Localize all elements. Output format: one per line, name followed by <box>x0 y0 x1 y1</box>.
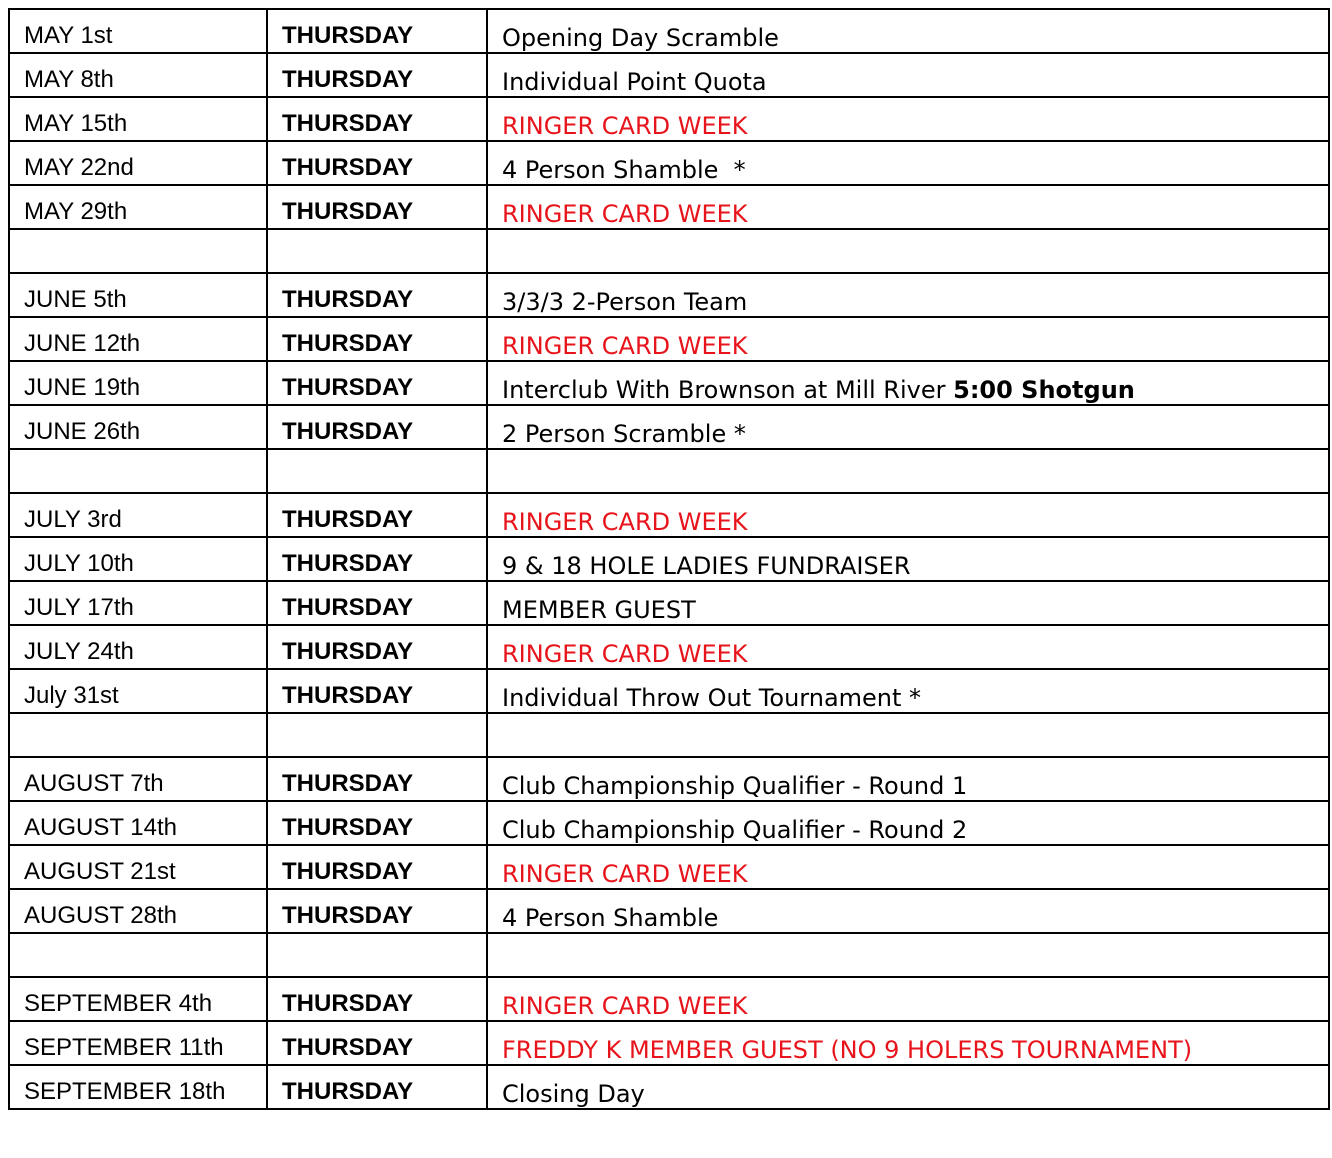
day-cell <box>267 977 487 1021</box>
day-label: THURSDAY <box>282 22 414 49</box>
event-cell <box>487 845 1329 889</box>
day-label: THURSDAY <box>282 1078 414 1105</box>
event-cell <box>487 581 1329 625</box>
date-label: MAY 22nd <box>24 154 134 181</box>
day-label: THURSDAY <box>282 418 414 445</box>
day-label: THURSDAY <box>282 110 414 137</box>
empty-cell <box>9 933 267 977</box>
day-label: THURSDAY <box>282 990 414 1017</box>
day-label: THURSDAY <box>282 330 414 357</box>
table-row <box>9 977 1329 1021</box>
event-label: MEMBER GUEST <box>502 596 696 624</box>
event-label: RINGER CARD WEEK <box>502 992 748 1020</box>
table-row <box>9 185 1329 229</box>
date-cell <box>9 757 267 801</box>
event-label: 4 Person Shamble * <box>502 156 746 184</box>
date-label: MAY 8th <box>24 66 114 93</box>
day-cell <box>267 185 487 229</box>
date-cell <box>9 405 267 449</box>
day-cell <box>267 53 487 97</box>
day-cell <box>267 97 487 141</box>
event-cell <box>487 1021 1329 1065</box>
date-label: SEPTEMBER 11th <box>24 1034 224 1061</box>
date-label: AUGUST 21st <box>24 858 176 885</box>
event-cell <box>487 757 1329 801</box>
date-cell <box>9 493 267 537</box>
day-label: THURSDAY <box>282 858 414 885</box>
day-cell <box>267 757 487 801</box>
date-cell <box>9 9 267 53</box>
event-label: RINGER CARD WEEK <box>502 200 748 228</box>
event-cell <box>487 493 1329 537</box>
day-cell <box>267 537 487 581</box>
event-label: 3/3/3 2-Person Team <box>502 288 748 316</box>
event-cell <box>487 361 1329 405</box>
date-cell <box>9 185 267 229</box>
event-label: 9 & 18 HOLE LADIES FUNDRAISER <box>502 552 911 580</box>
day-label: THURSDAY <box>282 770 414 797</box>
day-label: THURSDAY <box>282 66 414 93</box>
table-row <box>9 405 1329 449</box>
table-row <box>9 537 1329 581</box>
event-cell <box>487 625 1329 669</box>
event-cell <box>487 273 1329 317</box>
event-label: Individual Throw Out Tournament * <box>502 684 922 712</box>
event-label: Individual Point Quota <box>502 68 767 96</box>
table-row <box>9 493 1329 537</box>
event-cell <box>487 1065 1329 1109</box>
date-cell <box>9 581 267 625</box>
date-label: JULY 24th <box>24 638 134 665</box>
schedule-table <box>8 8 1330 1110</box>
day-label: THURSDAY <box>282 198 414 225</box>
date-label: AUGUST 7th <box>24 770 164 797</box>
event-label: RINGER CARD WEEK <box>502 332 748 360</box>
day-cell <box>267 1021 487 1065</box>
date-cell <box>9 141 267 185</box>
empty-cell <box>487 449 1329 493</box>
event-time-label: 5:00 Shotgun <box>953 376 1135 404</box>
table-row <box>9 625 1329 669</box>
table-row <box>9 361 1329 405</box>
date-label: July 31st <box>24 682 119 709</box>
empty-cell <box>9 449 267 493</box>
event-cell <box>487 185 1329 229</box>
event-label: Opening Day Scramble <box>502 24 779 52</box>
date-cell <box>9 1065 267 1109</box>
table-row <box>9 273 1329 317</box>
day-cell <box>267 141 487 185</box>
day-label: THURSDAY <box>282 638 414 665</box>
day-cell <box>267 317 487 361</box>
day-label: THURSDAY <box>282 594 414 621</box>
table-row <box>9 845 1329 889</box>
date-cell <box>9 1021 267 1065</box>
date-cell <box>9 977 267 1021</box>
day-label: THURSDAY <box>282 506 414 533</box>
day-label: THURSDAY <box>282 374 414 401</box>
table-row <box>9 801 1329 845</box>
day-cell <box>267 1065 487 1109</box>
event-cell <box>487 141 1329 185</box>
empty-cell <box>487 713 1329 757</box>
day-label: THURSDAY <box>282 550 414 577</box>
date-label: MAY 29th <box>24 198 128 225</box>
date-cell <box>9 97 267 141</box>
event-cell <box>487 405 1329 449</box>
empty-cell <box>487 933 1329 977</box>
event-cell <box>487 97 1329 141</box>
table-row <box>9 141 1329 185</box>
day-cell <box>267 845 487 889</box>
event-label: Interclub With Brownson at Mill River <box>502 376 954 404</box>
event-cell <box>487 317 1329 361</box>
day-cell <box>267 625 487 669</box>
event-cell <box>487 53 1329 97</box>
date-label: JUNE 5th <box>24 286 127 313</box>
spacer-row <box>9 449 1329 493</box>
date-cell <box>9 669 267 713</box>
event-label: Club Championship Qualifier - Round 2 <box>502 816 968 844</box>
event-label: RINGER CARD WEEK <box>502 508 748 536</box>
event-label: 4 Person Shamble <box>502 904 719 932</box>
event-cell <box>487 669 1329 713</box>
table-row <box>9 97 1329 141</box>
event-label: 2 Person Scramble * <box>502 420 746 448</box>
day-cell <box>267 889 487 933</box>
table-row <box>9 669 1329 713</box>
event-cell <box>487 889 1329 933</box>
date-label: SEPTEMBER 18th <box>24 1078 226 1105</box>
spacer-row <box>9 713 1329 757</box>
day-label: THURSDAY <box>282 286 414 313</box>
day-cell <box>267 581 487 625</box>
date-label: AUGUST 14th <box>24 814 177 841</box>
date-label: AUGUST 28th <box>24 902 177 929</box>
date-label: MAY 15th <box>24 110 128 137</box>
day-label: THURSDAY <box>282 902 414 929</box>
table-row <box>9 1065 1329 1109</box>
schedule-body <box>9 9 1329 1109</box>
table-row <box>9 889 1329 933</box>
empty-cell <box>487 229 1329 273</box>
day-cell <box>267 405 487 449</box>
date-cell <box>9 273 267 317</box>
empty-cell <box>267 229 487 273</box>
table-row <box>9 53 1329 97</box>
day-cell <box>267 9 487 53</box>
date-cell <box>9 361 267 405</box>
day-label: THURSDAY <box>282 814 414 841</box>
date-cell <box>9 801 267 845</box>
spacer-row <box>9 229 1329 273</box>
event-cell <box>487 801 1329 845</box>
table-row <box>9 1021 1329 1065</box>
event-label: FREDDY K MEMBER GUEST (NO 9 HOLERS TOURNAMENT) <box>502 1036 1193 1064</box>
event-cell <box>487 9 1329 53</box>
date-label: JUNE 19th <box>24 374 141 401</box>
event-cell <box>487 977 1329 1021</box>
table-row <box>9 9 1329 53</box>
day-cell <box>267 273 487 317</box>
event-label: Club Championship Qualifier - Round 1 <box>502 772 968 800</box>
day-label: THURSDAY <box>282 682 414 709</box>
empty-cell <box>267 449 487 493</box>
date-label: JULY 3rd <box>24 506 122 533</box>
date-label: JUNE 26th <box>24 418 141 445</box>
date-cell <box>9 845 267 889</box>
date-label: JULY 10th <box>24 550 134 577</box>
event-label: RINGER CARD WEEK <box>502 860 748 888</box>
event-cell <box>487 537 1329 581</box>
empty-cell <box>267 713 487 757</box>
date-label: JULY 17th <box>24 594 134 621</box>
day-cell <box>267 493 487 537</box>
table-row <box>9 581 1329 625</box>
date-cell <box>9 317 267 361</box>
empty-cell <box>267 933 487 977</box>
date-cell <box>9 889 267 933</box>
date-label: SEPTEMBER 4th <box>24 990 213 1017</box>
event-label: Closing Day <box>502 1080 645 1108</box>
day-cell <box>267 361 487 405</box>
date-label: MAY 1st <box>24 22 113 49</box>
date-cell <box>9 537 267 581</box>
day-label: THURSDAY <box>282 1034 414 1061</box>
date-label: JUNE 12th <box>24 330 141 357</box>
event-label: RINGER CARD WEEK <box>502 112 748 140</box>
empty-cell <box>9 713 267 757</box>
day-cell <box>267 669 487 713</box>
event-label: RINGER CARD WEEK <box>502 640 748 668</box>
table-row <box>9 317 1329 361</box>
table-row <box>9 757 1329 801</box>
day-label: THURSDAY <box>282 154 414 181</box>
spacer-row <box>9 933 1329 977</box>
date-cell <box>9 625 267 669</box>
empty-cell <box>9 229 267 273</box>
date-cell <box>9 53 267 97</box>
day-cell <box>267 801 487 845</box>
